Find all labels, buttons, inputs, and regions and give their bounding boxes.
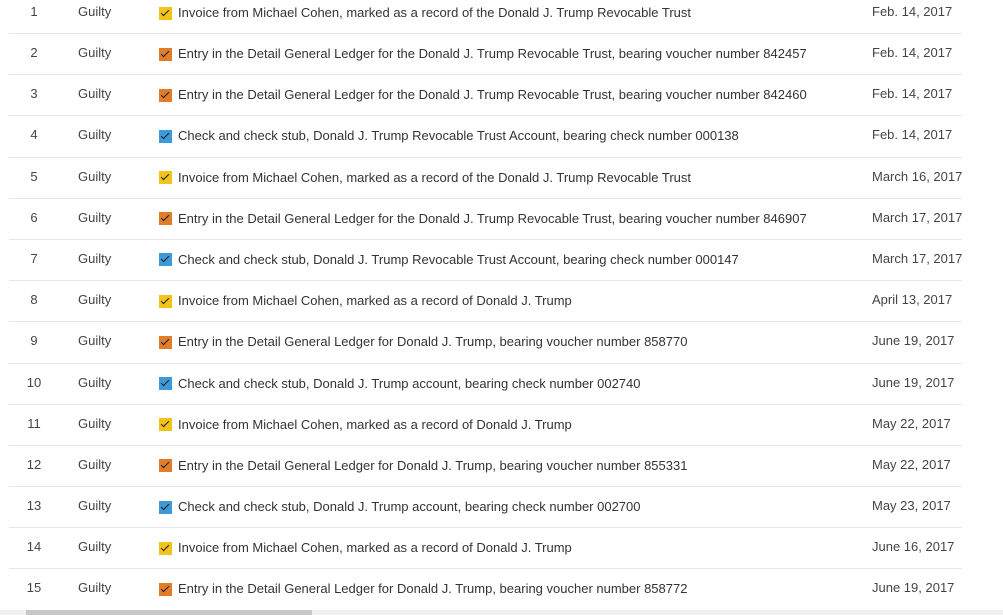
document-description bbox=[159, 128, 739, 144]
checkbox-icon bbox=[159, 48, 172, 61]
count-number: 5 bbox=[30, 168, 38, 184]
table-row bbox=[9, 569, 962, 610]
document-description bbox=[159, 581, 687, 597]
verdict: Guilty bbox=[78, 580, 112, 596]
document-description bbox=[159, 334, 687, 350]
document-label: Entry in the Detail General Ledger for the Donald J. Trump Revocable Trust, bearing voucher number 842457 bbox=[178, 46, 807, 61]
table-row bbox=[9, 0, 962, 34]
count-number: 10 bbox=[26, 374, 42, 390]
table-row bbox=[9, 446, 962, 487]
table-row bbox=[9, 281, 962, 322]
document-description bbox=[159, 376, 641, 392]
document-label: Check and check stub, Donald J. Trump Revocable Trust Account, bearing check number 000147 bbox=[178, 251, 739, 267]
count-number: 15 bbox=[26, 580, 42, 596]
document-date: March 17, 2017 bbox=[872, 209, 963, 225]
document-label: Check and check stub, Donald J. Trump Revocable Trust Account, bearing check number 000138 bbox=[178, 128, 739, 144]
verdict: Guilty bbox=[78, 168, 112, 184]
verdict: Guilty bbox=[78, 374, 112, 390]
verdict: Guilty bbox=[78, 498, 112, 514]
table-row bbox=[9, 405, 962, 446]
count-number: 13 bbox=[26, 498, 42, 514]
document-label: Invoice from Michael Cohen, marked as a record of Donald J. Trump bbox=[178, 416, 572, 432]
document-description bbox=[159, 458, 687, 474]
verdict: Guilty bbox=[78, 415, 112, 431]
checkbox-icon bbox=[159, 583, 172, 596]
checkbox-icon bbox=[159, 336, 172, 349]
document-label: Entry in the Detail General Ledger for Donald J. Trump, bearing voucher number 858772 bbox=[178, 581, 688, 597]
document-date: Feb. 14, 2017 bbox=[872, 4, 953, 19]
count-number: 3 bbox=[30, 86, 38, 102]
checkbox-icon bbox=[159, 89, 172, 102]
scrollbar-thumb[interactable] bbox=[26, 610, 312, 615]
verdict: Guilty bbox=[78, 292, 112, 308]
document-date: May 22, 2017 bbox=[872, 415, 951, 431]
document-date: May 22, 2017 bbox=[872, 456, 951, 472]
count-number: 9 bbox=[30, 333, 38, 349]
count-number: 12 bbox=[26, 456, 42, 472]
verdict: Guilty bbox=[78, 86, 112, 102]
document-description bbox=[159, 5, 691, 21]
count-number: 1 bbox=[30, 4, 38, 19]
checkbox-icon bbox=[159, 212, 172, 225]
document-label: Entry in the Detail General Ledger for Donald J. Trump, bearing voucher number 858770 bbox=[178, 334, 688, 350]
table-row bbox=[9, 199, 962, 240]
count-number: 2 bbox=[30, 45, 38, 60]
document-description bbox=[159, 170, 691, 186]
checkbox-icon bbox=[159, 501, 172, 514]
document-label: Invoice from Michael Cohen, marked as a record of Donald J. Trump bbox=[178, 540, 572, 556]
document-date: March 16, 2017 bbox=[872, 168, 963, 184]
counts-table bbox=[9, 0, 962, 611]
count-number: 7 bbox=[30, 250, 38, 266]
table-row bbox=[9, 116, 962, 157]
verdict: Guilty bbox=[78, 539, 112, 555]
document-label: Check and check stub, Donald J. Trump account, bearing check number 002700 bbox=[178, 499, 641, 515]
count-number: 14 bbox=[26, 539, 42, 555]
document-label: Invoice from Michael Cohen, marked as a record of Donald J. Trump bbox=[178, 293, 572, 309]
document-date: Feb. 14, 2017 bbox=[872, 86, 953, 102]
document-label: Entry in the Detail General Ledger for the Donald J. Trump Revocable Trust, bearing voucher number 846907 bbox=[178, 210, 807, 226]
checkbox-icon bbox=[159, 377, 172, 390]
document-description bbox=[159, 293, 572, 309]
verdict: Guilty bbox=[78, 456, 112, 472]
verdict: Guilty bbox=[78, 4, 112, 19]
checkbox-icon bbox=[159, 171, 172, 184]
document-description bbox=[159, 87, 807, 103]
document-date: April 13, 2017 bbox=[872, 292, 953, 308]
verdict: Guilty bbox=[78, 127, 112, 143]
count-number: 8 bbox=[30, 292, 38, 308]
document-description bbox=[159, 499, 641, 515]
document-label: Check and check stub, Donald J. Trump account, bearing check number 002740 bbox=[178, 375, 641, 391]
document-date: June 19, 2017 bbox=[872, 580, 955, 596]
checkbox-icon bbox=[159, 253, 172, 266]
document-date: May 23, 2017 bbox=[872, 498, 951, 514]
checkbox-icon bbox=[159, 295, 172, 308]
document-description bbox=[159, 46, 807, 62]
checkbox-icon bbox=[159, 459, 172, 472]
document-label: Entry in the Detail General Ledger for the Donald J. Trump Revocable Trust, bearing voucher number 842460 bbox=[178, 87, 807, 103]
document-description bbox=[159, 417, 572, 433]
table-row bbox=[9, 240, 962, 281]
table-row bbox=[9, 322, 962, 363]
document-description bbox=[159, 540, 572, 556]
checkbox-icon bbox=[159, 542, 172, 555]
verdict: Guilty bbox=[78, 45, 112, 60]
document-date: Feb. 14, 2017 bbox=[872, 127, 953, 143]
table-row bbox=[9, 75, 962, 116]
count-number: 6 bbox=[30, 209, 38, 225]
verdict: Guilty bbox=[78, 250, 112, 266]
checkbox-icon bbox=[159, 418, 172, 431]
verdict: Guilty bbox=[78, 209, 112, 225]
horizontal-scrollbar[interactable] bbox=[0, 610, 1003, 615]
document-description bbox=[159, 252, 739, 268]
count-number: 11 bbox=[27, 415, 41, 431]
document-date: June 19, 2017 bbox=[872, 374, 955, 390]
table-row bbox=[9, 364, 962, 405]
checkbox-icon bbox=[159, 7, 172, 20]
document-date: June 16, 2017 bbox=[872, 539, 955, 555]
document-date: June 19, 2017 bbox=[872, 333, 955, 349]
document-date: Feb. 14, 2017 bbox=[872, 45, 953, 60]
document-label: Invoice from Michael Cohen, marked as a record of the Donald J. Trump Revocable Trust bbox=[178, 5, 692, 20]
document-label: Entry in the Detail General Ledger for Donald J. Trump, bearing voucher number 855331 bbox=[178, 457, 688, 473]
verdict: Guilty bbox=[78, 333, 112, 349]
table-row bbox=[9, 528, 962, 569]
document-description bbox=[159, 211, 807, 227]
document-label: Invoice from Michael Cohen, marked as a record of the Donald J. Trump Revocable Trust bbox=[178, 169, 692, 185]
document-date: March 17, 2017 bbox=[872, 250, 963, 266]
table-row bbox=[9, 487, 962, 528]
checkbox-icon bbox=[159, 130, 172, 143]
count-number: 4 bbox=[30, 127, 38, 143]
table-row bbox=[9, 158, 962, 199]
table-row bbox=[9, 34, 962, 75]
